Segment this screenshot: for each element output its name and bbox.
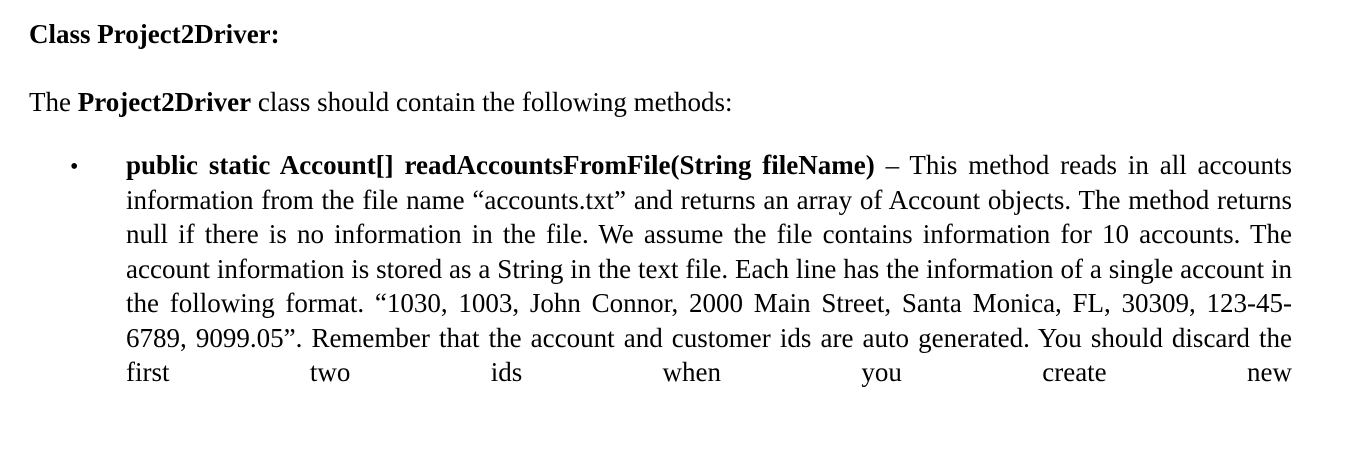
intro-class-name: Project2Driver — [77, 87, 252, 117]
intro-prefix: The — [29, 87, 78, 117]
section-heading: Class Project2Driver: — [29, 19, 280, 49]
method-description: – This method reads in all accounts information from the file name “accounts.txt” and returns an array of Account objects. The method returns null if there is no information in the file. We assume the file contains information for 10 accounts. The account information is stored as a String in the text file. Each line has the information of a single account in the following format. “1030, 1003, John Connor, 2000 Main Street, Santa Monica, FL, 30309, 123-45-6789, 9099.05”. Remember that the account and customer ids are auto generated. You should discard the first two ids when you create new — [126, 150, 1292, 387]
intro-suffix: class should contain the following methods: — [251, 87, 733, 117]
list-bullet: • — [70, 154, 79, 180]
method-list-item — [126, 148, 1292, 390]
intro-paragraph — [29, 84, 733, 120]
method-signature: public static Account[] readAccountsFromFile(String fileName) — [126, 150, 875, 180]
